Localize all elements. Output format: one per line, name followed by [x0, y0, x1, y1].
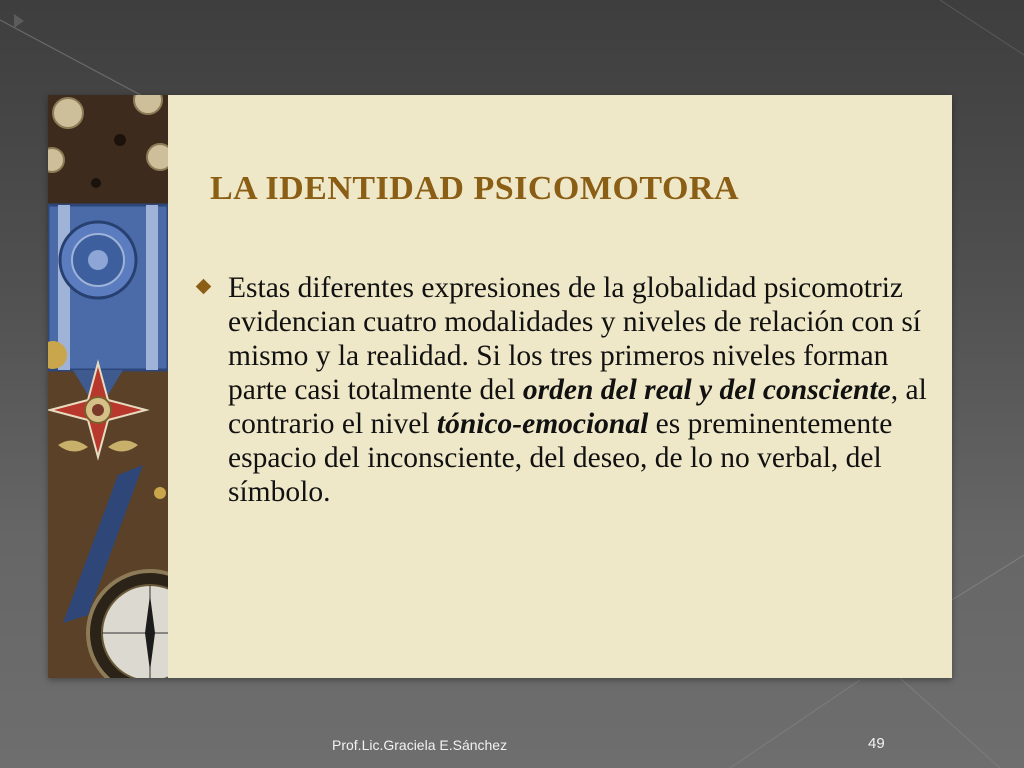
bullet-text-part-1: Estas diferentes expresiones de la globalidad psicomotriz evidencian cuatro modalidades y niveles de relación con sí mismo y la realidad. Si los tres primeros niveles forman parte casi totalmente del: [228, 272, 921, 406]
bullet-text-part-3: es preminentemente espacio del inconsciente, del deseo, de lo no verbal, del símbolo.: [228, 408, 893, 508]
bullet-emphasis-1: orden del real y del consciente: [522, 374, 891, 406]
bullet-emphasis-2: tónico-emocional: [436, 408, 649, 440]
medals-photo-icon: [48, 95, 168, 678]
footer-author: Prof.Lic.Graciela E.Sánchez: [332, 737, 508, 753]
page-number: 49: [868, 735, 885, 752]
slide-title: LA IDENTIDAD PSICOMOTORA: [210, 170, 740, 207]
diamond-bullet-icon: [196, 279, 212, 295]
bullet-item: [198, 271, 938, 509]
slide-content: [48, 95, 952, 678]
slide-nav-arrow-icon: [14, 14, 24, 28]
bullet-text: [228, 271, 938, 509]
bullet-text-part-2: , al contrario el nivel: [228, 374, 927, 440]
